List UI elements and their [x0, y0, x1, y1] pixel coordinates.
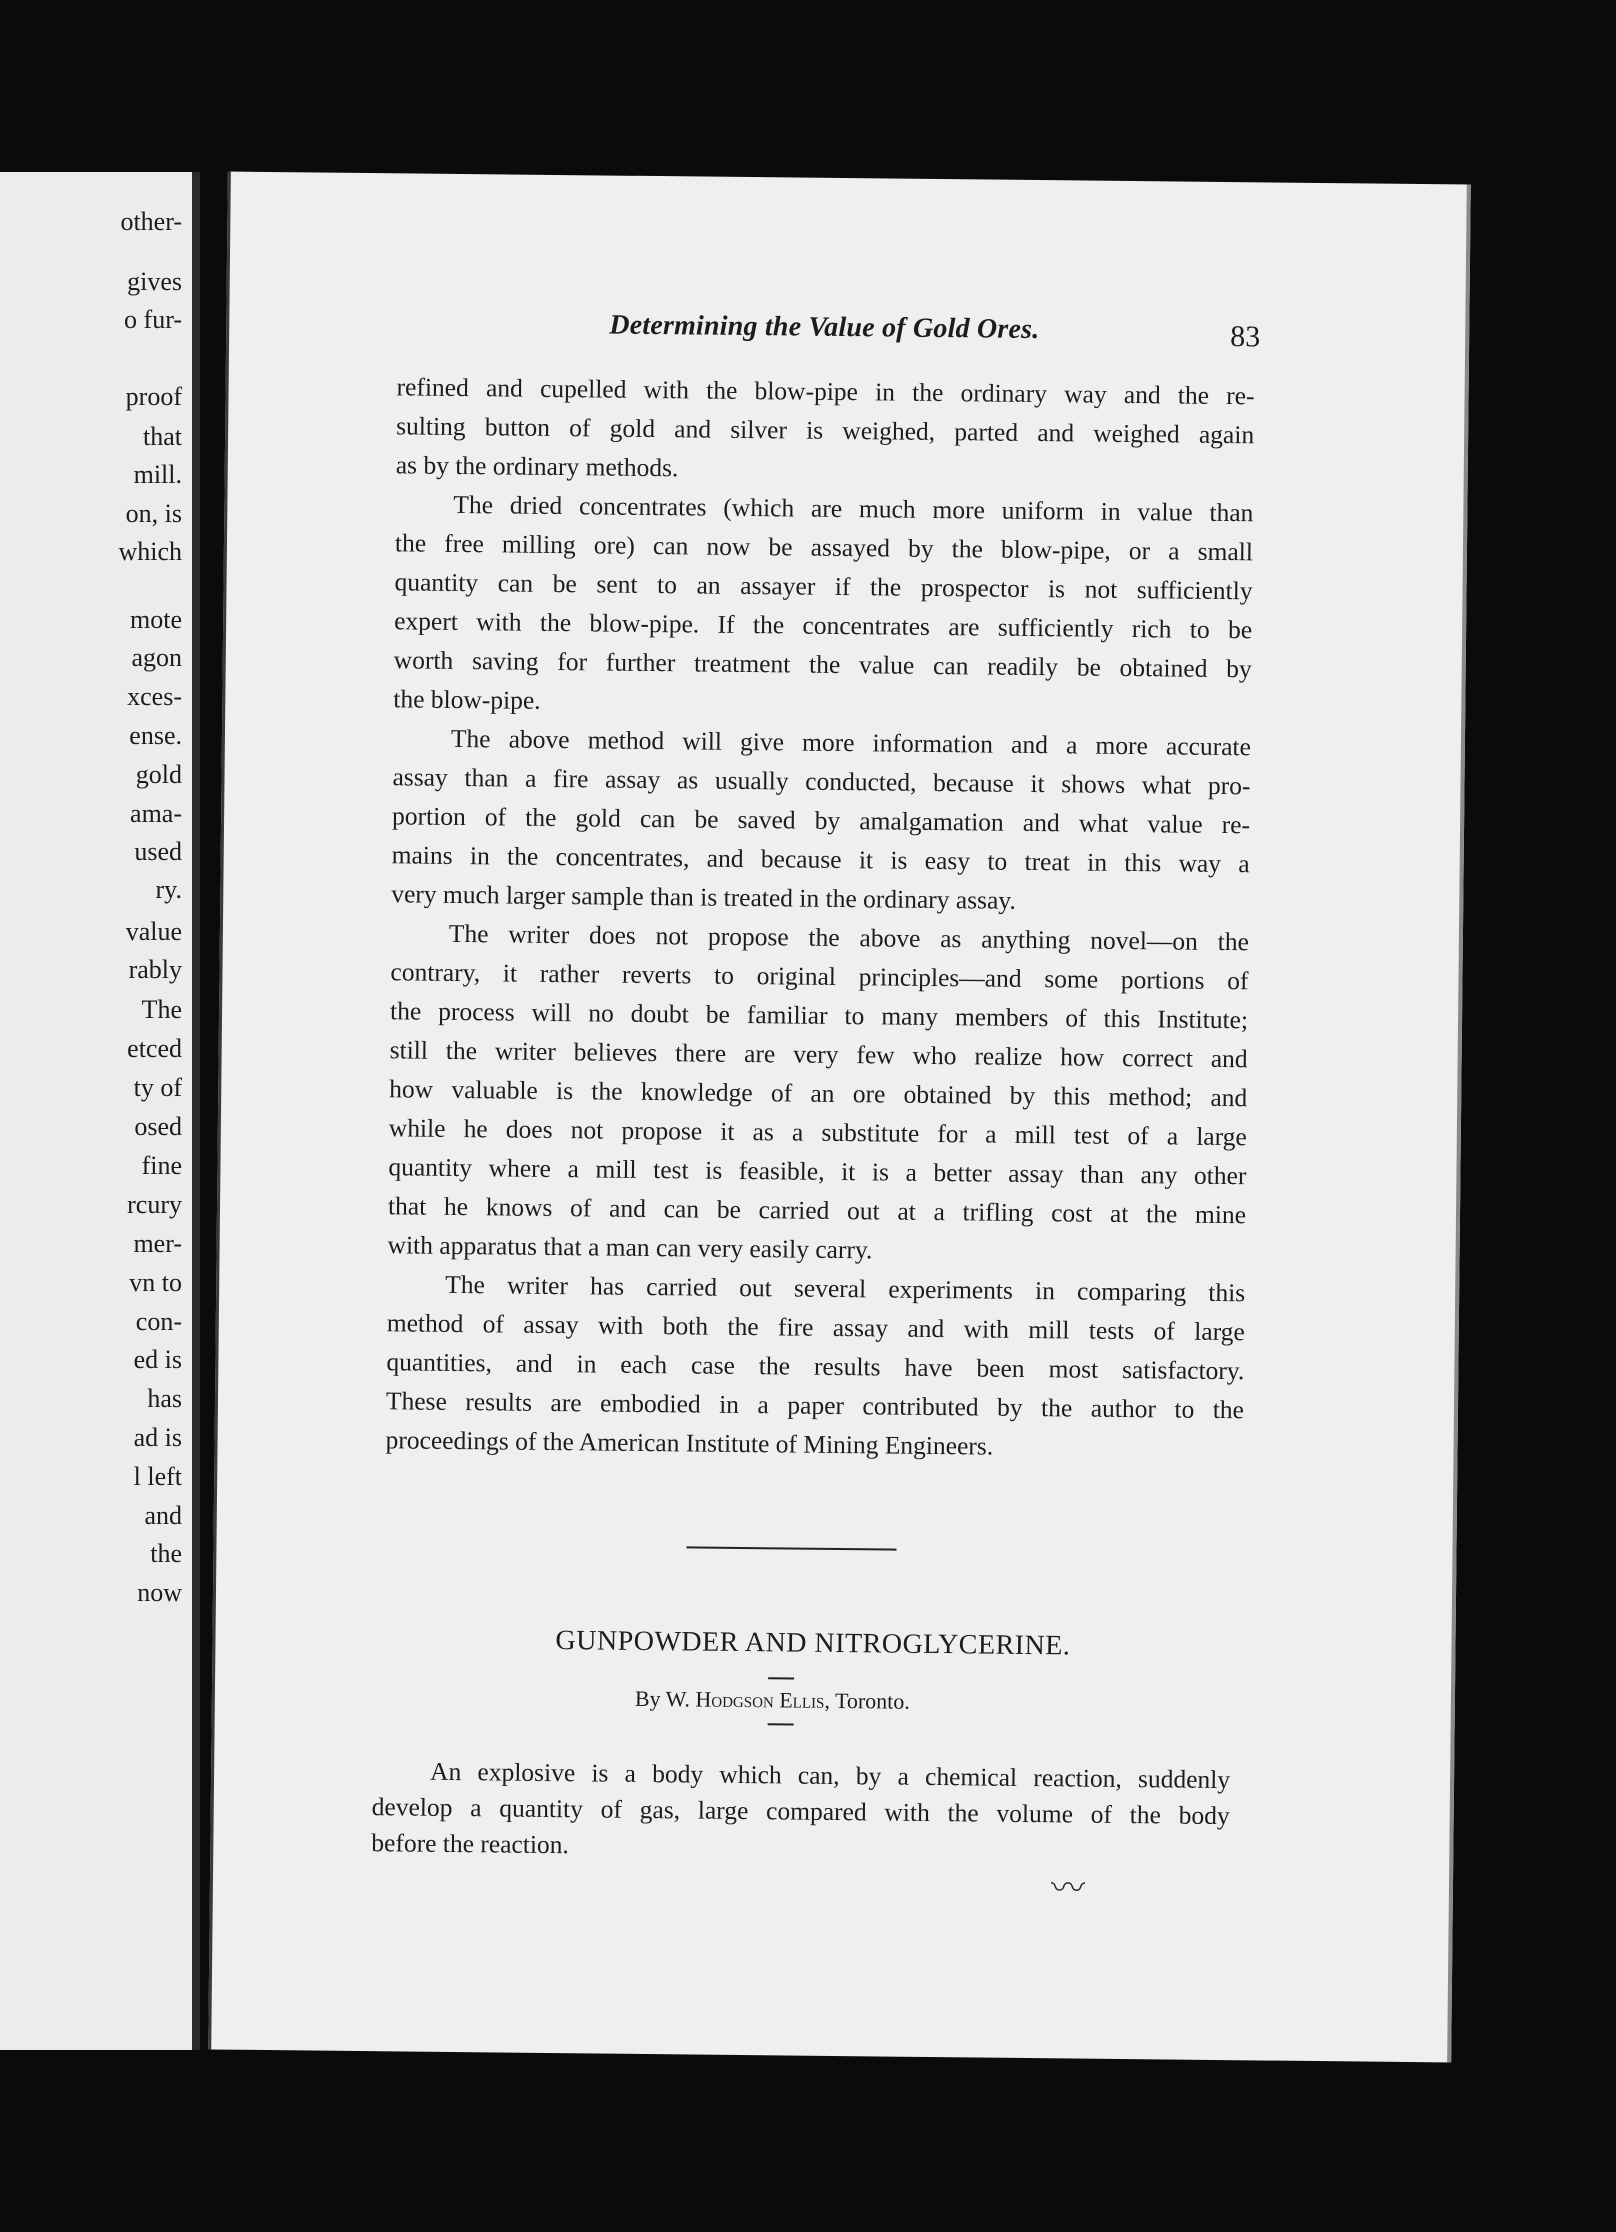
byline-name: Hodgson Ellis [695, 1686, 825, 1713]
body-line: that he knows of and can be carried out at a trifling cost at the mine [387, 1191, 1247, 1230]
left-page-text-fragment: mill. [133, 460, 182, 489]
left-page-text-fragment: vn to [129, 1268, 182, 1297]
byline-suffix: , Toronto. [824, 1687, 911, 1714]
body-line: the free milling ore) can now be assayed by the blow-pipe, or a small [394, 528, 1254, 567]
left-page-text-fragment: con- [135, 1307, 182, 1336]
left-page-text-fragment: and [144, 1501, 182, 1530]
body-line: how valuable is the knowledge of an ore obtained by this method; and [389, 1074, 1248, 1113]
book-page [208, 172, 1471, 2063]
left-page-text-fragment: has [147, 1384, 182, 1413]
left-page-text-fragment: xces- [127, 682, 182, 711]
left-page-text-fragment: o fur- [124, 305, 182, 334]
left-page-text-fragment: mote [130, 605, 182, 634]
body-line: refined and cupelled with the blow-pipe in the ordinary way and the re- [396, 372, 1255, 411]
body-line: quantities, and in each case the results have been most satisfactory. [386, 1347, 1245, 1386]
body-line: quantity can be sent to an assayer if the prospector is not sufficiently [394, 567, 1253, 606]
left-page-text-fragment: which [118, 537, 182, 566]
left-page-text-fragment: proof [125, 382, 182, 411]
left-page-text-fragment: mer- [133, 1229, 182, 1258]
body-line: The dried concentrates (which are much more uniform in value than [453, 489, 1254, 528]
body-line: worth saving for further treatment the value can readily be obtained by [393, 645, 1252, 684]
left-page-text-fragment: ense. [129, 721, 182, 750]
body-line: proceedings of the American Institute of Mining Engineers. [385, 1425, 994, 1461]
left-page-text-fragment: agon [131, 643, 182, 672]
byline [635, 1686, 910, 1715]
body-line: The above method will give more information and a more accurate [450, 723, 1252, 762]
left-page-text-fragment: gold [135, 760, 182, 789]
section-divider [686, 1546, 896, 1550]
page-number: 83 [1230, 320, 1261, 354]
body-line: the process will no doubt be familiar to many members of this Institute; [389, 996, 1249, 1035]
pencil-mark: 〰 [1050, 1870, 1086, 1908]
body-line: quantity where a mill test is feasible, it is a better assay than any other [388, 1152, 1247, 1191]
body-line: while he does not propose it as a substitute for a mill test of a large [388, 1113, 1247, 1152]
body-line: the blow-pipe. [393, 684, 541, 715]
body-line: method of assay with both the fire assay and with mill tests of large [386, 1308, 1245, 1347]
left-page-text-fragment: now [137, 1578, 182, 1607]
article-intro [371, 1753, 1230, 1870]
body-text [385, 367, 1254, 1468]
body-line: as by the ordinary methods. [395, 450, 679, 483]
left-page-text-fragment: ty of [133, 1073, 182, 1102]
left-page-text-fragment: ad is [133, 1423, 182, 1452]
left-page-fragment [0, 172, 200, 2050]
byline-rule [768, 1723, 794, 1725]
body-line: expert with the blow-pipe. If the concentrates are sufficiently rich to be [394, 606, 1253, 645]
running-head: Determining the Value of Gold Ores. [609, 309, 1040, 346]
body-line: The writer does not propose the above as anything novel—on the [448, 918, 1250, 957]
left-page-text-fragment: etced [127, 1034, 182, 1063]
body-line: assay than a fire assay as usually conducted, because it shows what pro- [392, 762, 1251, 801]
left-page-text-fragment: rcury [127, 1190, 182, 1219]
body-line: very much larger sample than is treated in the ordinary assay. [391, 879, 1016, 915]
left-page-text-fragment: l left [133, 1462, 182, 1491]
body-line: sulting button of gold and silver is weighed, parted and weighed again [396, 411, 1255, 450]
intro-line: An explosive is a body which can, by a chemical reaction, suddenly [429, 1756, 1231, 1795]
body-line: contrary, it rather reverts to original principles—and some portions of [390, 957, 1249, 996]
left-page-text-fragment: fine [141, 1151, 182, 1180]
body-line: portion of the gold can be saved by amalgamation and what value re- [391, 801, 1251, 840]
left-page-text-fragment: osed [134, 1112, 182, 1141]
left-page-text-fragment: The [141, 995, 182, 1024]
article-title: GUNPOWDER AND NITROGLYCERINE. [555, 1625, 1071, 1662]
body-line: still the writer believes there are very few who realize how correct and [389, 1035, 1248, 1074]
left-page-text-fragment: ama- [130, 799, 182, 828]
left-page-text-fragment: on, is [125, 499, 182, 528]
body-line: with apparatus that a man can very easily carry. [387, 1230, 873, 1265]
left-page-text-fragment: value [125, 917, 182, 946]
left-page-text-fragment: rably [128, 955, 182, 984]
left-page-text-fragment: used [134, 837, 182, 866]
body-line: The writer has carried out several experiments in comparing this [445, 1269, 1246, 1308]
left-page-text-fragment: ry. [155, 875, 182, 904]
title-rule [768, 1677, 794, 1679]
byline-prefix: By W. [634, 1685, 696, 1712]
left-page-text-fragment: ed is [133, 1345, 182, 1374]
intro-line: before the reaction. [371, 1828, 570, 1860]
left-page-text-fragment: other- [120, 207, 182, 236]
left-page-text-fragment: that [143, 422, 182, 451]
intro-line: develop a quantity of gas, large compared with the volume of the body [371, 1792, 1230, 1831]
body-line: These results are embodied in a paper contributed by the author to the [385, 1386, 1245, 1425]
left-page-text-fragment: gives [127, 267, 182, 296]
left-page-text-fragment: the [150, 1539, 182, 1568]
body-line: mains in the concentrates, and because it is easy to treat in this way a [391, 840, 1250, 879]
